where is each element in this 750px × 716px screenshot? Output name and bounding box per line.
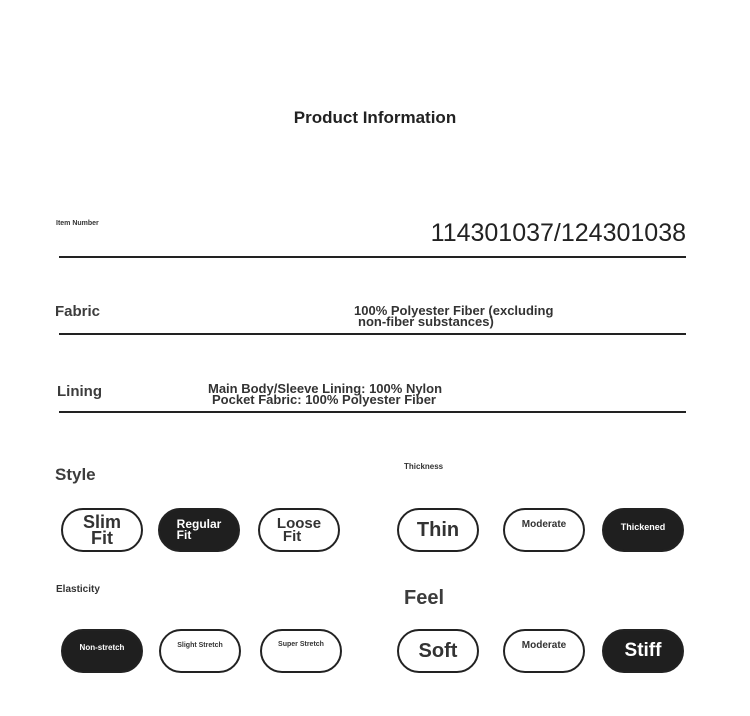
divider: [59, 256, 686, 258]
lining-value: [208, 383, 442, 405]
style-option-loose-fit[interactable]: [258, 508, 340, 552]
lining-label: Lining: [57, 383, 102, 400]
feel-label: Feel: [404, 587, 445, 609]
thickness-label: Thickness: [404, 462, 444, 471]
option-text: Fit: [176, 528, 192, 542]
option-text: Regular: [176, 517, 222, 531]
thickness-option-thickened[interactable]: Thickened: [602, 508, 684, 552]
feel-option-stiff[interactable]: Stiff: [602, 629, 684, 673]
option-text: Fit: [282, 528, 302, 545]
style-label: Style: [55, 465, 96, 484]
lining-value-line: Main Body/Sleeve Lining: 100% Nylon: [208, 381, 443, 396]
elasticity-option-super-stretch[interactable]: Super Stretch: [260, 629, 342, 673]
fabric-value: [354, 305, 553, 327]
option-text: Fit: [90, 528, 113, 548]
feel-option-soft[interactable]: Soft: [397, 629, 479, 673]
option-text: Loose: [276, 515, 322, 532]
thickness-option-thin[interactable]: Thin: [397, 508, 479, 552]
elasticity-label: Elasticity: [56, 584, 100, 595]
fabric-value-line: non-fiber substances): [358, 314, 494, 329]
elasticity-option-non-stretch[interactable]: Non-stretch: [61, 629, 143, 673]
fabric-label: Fabric: [55, 303, 101, 320]
page-title: Product Information: [293, 108, 457, 127]
divider: [59, 333, 686, 335]
item-number-label: Item Number: [56, 220, 99, 227]
feel-option-moderate[interactable]: Moderate: [503, 629, 585, 673]
elasticity-option-slight-stretch[interactable]: Slight Stretch: [159, 629, 241, 673]
divider: [59, 411, 686, 413]
style-option-slim-fit[interactable]: [61, 508, 143, 552]
fabric-value-line: 100% Polyester Fiber (excluding: [354, 303, 554, 318]
option-text: Slim: [82, 512, 121, 532]
style-option-regular-fit[interactable]: [158, 508, 240, 552]
thickness-option-moderate[interactable]: Moderate: [503, 508, 585, 552]
item-number-value: 114301037/124301038: [430, 219, 686, 247]
lining-value-line: Pocket Fabric: 100% Polyester Fiber: [212, 392, 436, 407]
